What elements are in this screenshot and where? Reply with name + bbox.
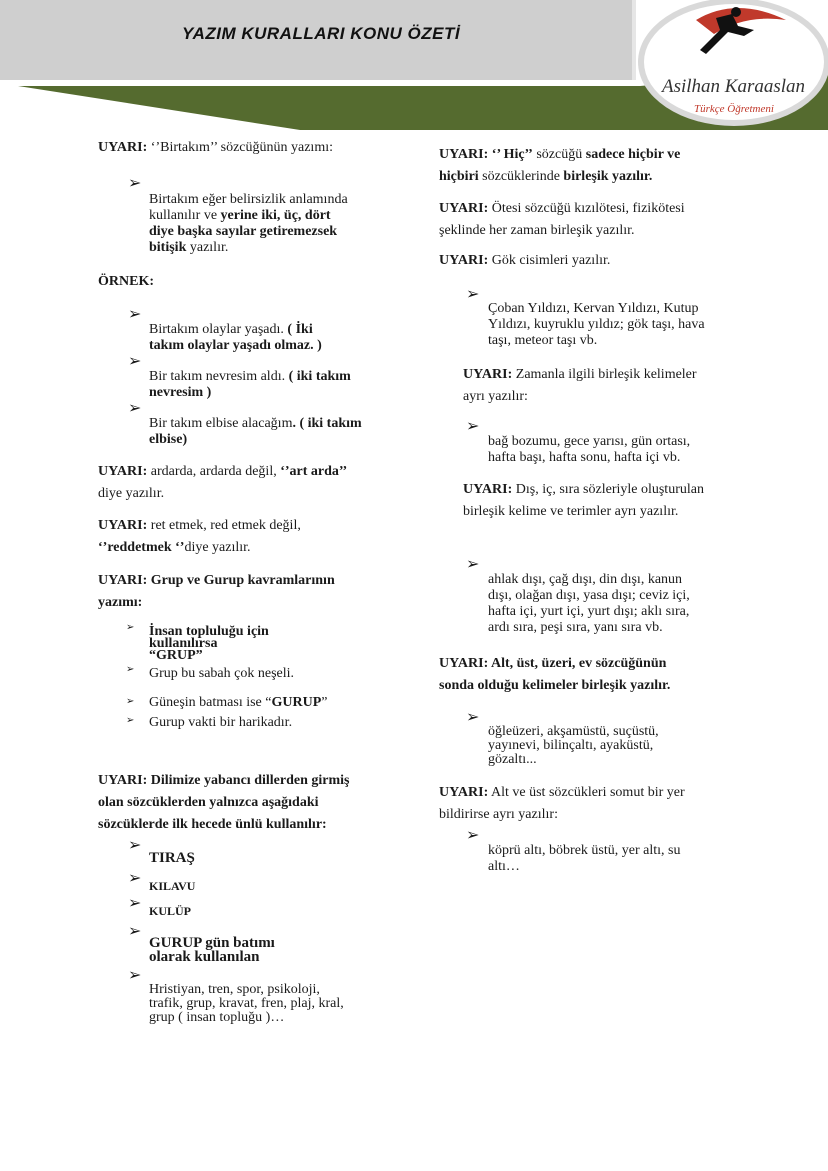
gurup-example: Gurup vakti bir harikadır.: [149, 715, 293, 730]
word-tiras: TIRAŞ: [149, 850, 195, 866]
uyari-alt-ust: UYARI: Alt, üst, üzeri, ev sözcüğünün sonda olduğu kelimeler birleşik yazılır.: [439, 656, 671, 693]
word-kilavu: KILAVU: [149, 879, 196, 893]
logo-name: Asilhan Karaaslan: [662, 76, 806, 97]
arrow-icon: ➢: [466, 286, 480, 303]
birtakim-rule: Birtakım eğer belirsizlik anlamında kullanılır ve yerine iki, üç, dört diye başka sayılar getiremezsek bitişik yazılır.: [149, 192, 348, 255]
arrow-icon: ➢: [128, 400, 142, 417]
word-gurup: GURUP gün batımı olarak kullanılan: [149, 935, 275, 965]
arrow-icon: ➢: [466, 556, 480, 573]
uyari-dis-ic-sira: UYARI: Dış, iç, sıra sözleriyle oluşturulan birleşik kelime ve terimler ayrı yazılır.: [463, 482, 704, 519]
arrow-icon: ➢: [128, 923, 142, 940]
example-2: Bir takım nevresim aldı. ( iki takım nevresim ): [149, 369, 351, 400]
teacher-logo: [636, 0, 828, 130]
arrow-icon: ➢: [128, 837, 142, 854]
gok-cisimleri-list: Çoban Yıldızı, Kervan Yıldızı, Kutup Yıldızı, kuyruklu yıldız; gök taşı, hava taşı, meteor taşı vb.: [488, 301, 705, 348]
arrow-icon: ➢: [128, 175, 142, 192]
uyari-art-arda: UYARI: ardarda, ardarda değil, ‘’art arda’’ diye yazılır.: [98, 464, 348, 501]
uyari-birtakim: UYARI: ‘’Birtakım’’ sözcüğünün yazımı:: [98, 140, 333, 155]
page-title: YAZIM KURALLARI KONU ÖZETİ: [182, 24, 461, 43]
uyari-hic: UYARI: ‘’ Hiç’’ sözcüğü sadece hiçbir ve hiçbiri sözcüklerinde birleşik yazılır.: [439, 147, 681, 184]
example-3: Bir takım elbise alacağım. ( iki takım elbise): [149, 416, 362, 447]
example-1: Birtakım olaylar yaşadı. ( İki takım olaylar yaşadı olmaz. ): [149, 322, 322, 353]
arrow-icon: ➢: [128, 870, 142, 887]
arrow-icon: ➢: [126, 664, 135, 675]
uyari-grup-gurup: UYARI: Grup ve Gurup kavramlarının yazımı:: [98, 573, 335, 610]
alt-ust-list: öğleüzeri, akşamüstü, suçüstü, yayınevi, bilinçaltı, ayaküstü, gözaltı...: [488, 724, 659, 767]
uyari-somut-yer: UYARI: Alt ve üst sözcükleri somut bir yer bildirirse ayrı yazılır:: [439, 785, 685, 822]
uyari-reddetmek: UYARI: ret etmek, red etmek değil, ‘’reddetmek ‘’diye yazılır.: [98, 518, 301, 555]
uyari-gok-cisimleri: UYARI: Gök cisimleri yazılır.: [439, 253, 611, 268]
uyari-zaman: UYARI: Zamanla ilgili birleşik kelimeler ayrı yazılır:: [463, 367, 697, 404]
arrow-icon: ➢: [128, 967, 142, 984]
arrow-icon: ➢: [128, 353, 142, 370]
zaman-list: bağ bozumu, gece yarısı, gün ortası, hafta başı, hafta sonu, hafta içi vb.: [488, 434, 691, 465]
arrow-icon: ➢: [126, 715, 135, 726]
dis-ic-sira-list: ahlak dışı, çağ dışı, din dışı, kanun dışı, olağan dışı, yasa dışı; ceviz içi, hafta içi, yurt içi, yurt dışı; aklı sıra, ardı sıra, peşi sıra, yanı sıra vb.: [488, 572, 690, 635]
word-kulup: KULÜP: [149, 904, 191, 918]
arrow-icon: ➢: [466, 827, 480, 844]
somut-yer-list: köprü altı, böbrek üstü, yer altı, su altı…: [488, 843, 681, 874]
logo-subtitle: Türkçe Öğretmeni: [694, 103, 774, 115]
ornek-heading: ÖRNEK:: [98, 274, 154, 289]
gurup-definition: Güneşin batması ise “GURUP”: [149, 695, 328, 710]
arrow-icon: ➢: [126, 696, 135, 707]
uyari-otesi: UYARI: Ötesi sözcüğü kızılötesi, fizikötesi şeklinde her zaman birleşik yazılır.: [439, 201, 685, 238]
grup-definition: İnsan topluluğu için kullanılırsa “GRUP”: [149, 624, 269, 663]
arrow-icon: ➢: [466, 709, 480, 726]
grup-example: Grup bu sabah çok neşeli.: [149, 666, 295, 681]
uyari-yabanci: UYARI: Dilimize yabancı dillerden girmiş olan sözcüklerden yalnızca aşağıdaki sözcüklerde ilk hecede ünlü kullanılır:: [98, 773, 350, 832]
arrow-icon: ➢: [128, 895, 142, 912]
arrow-icon: ➢: [128, 306, 142, 323]
arrow-icon: ➢: [126, 622, 135, 633]
arrow-icon: ➢: [466, 418, 480, 435]
word-list: Hristiyan, tren, spor, psikoloji, trafik, grup, kravat, fren, plaj, kral, grup ( insan topluğu )…: [149, 982, 344, 1025]
